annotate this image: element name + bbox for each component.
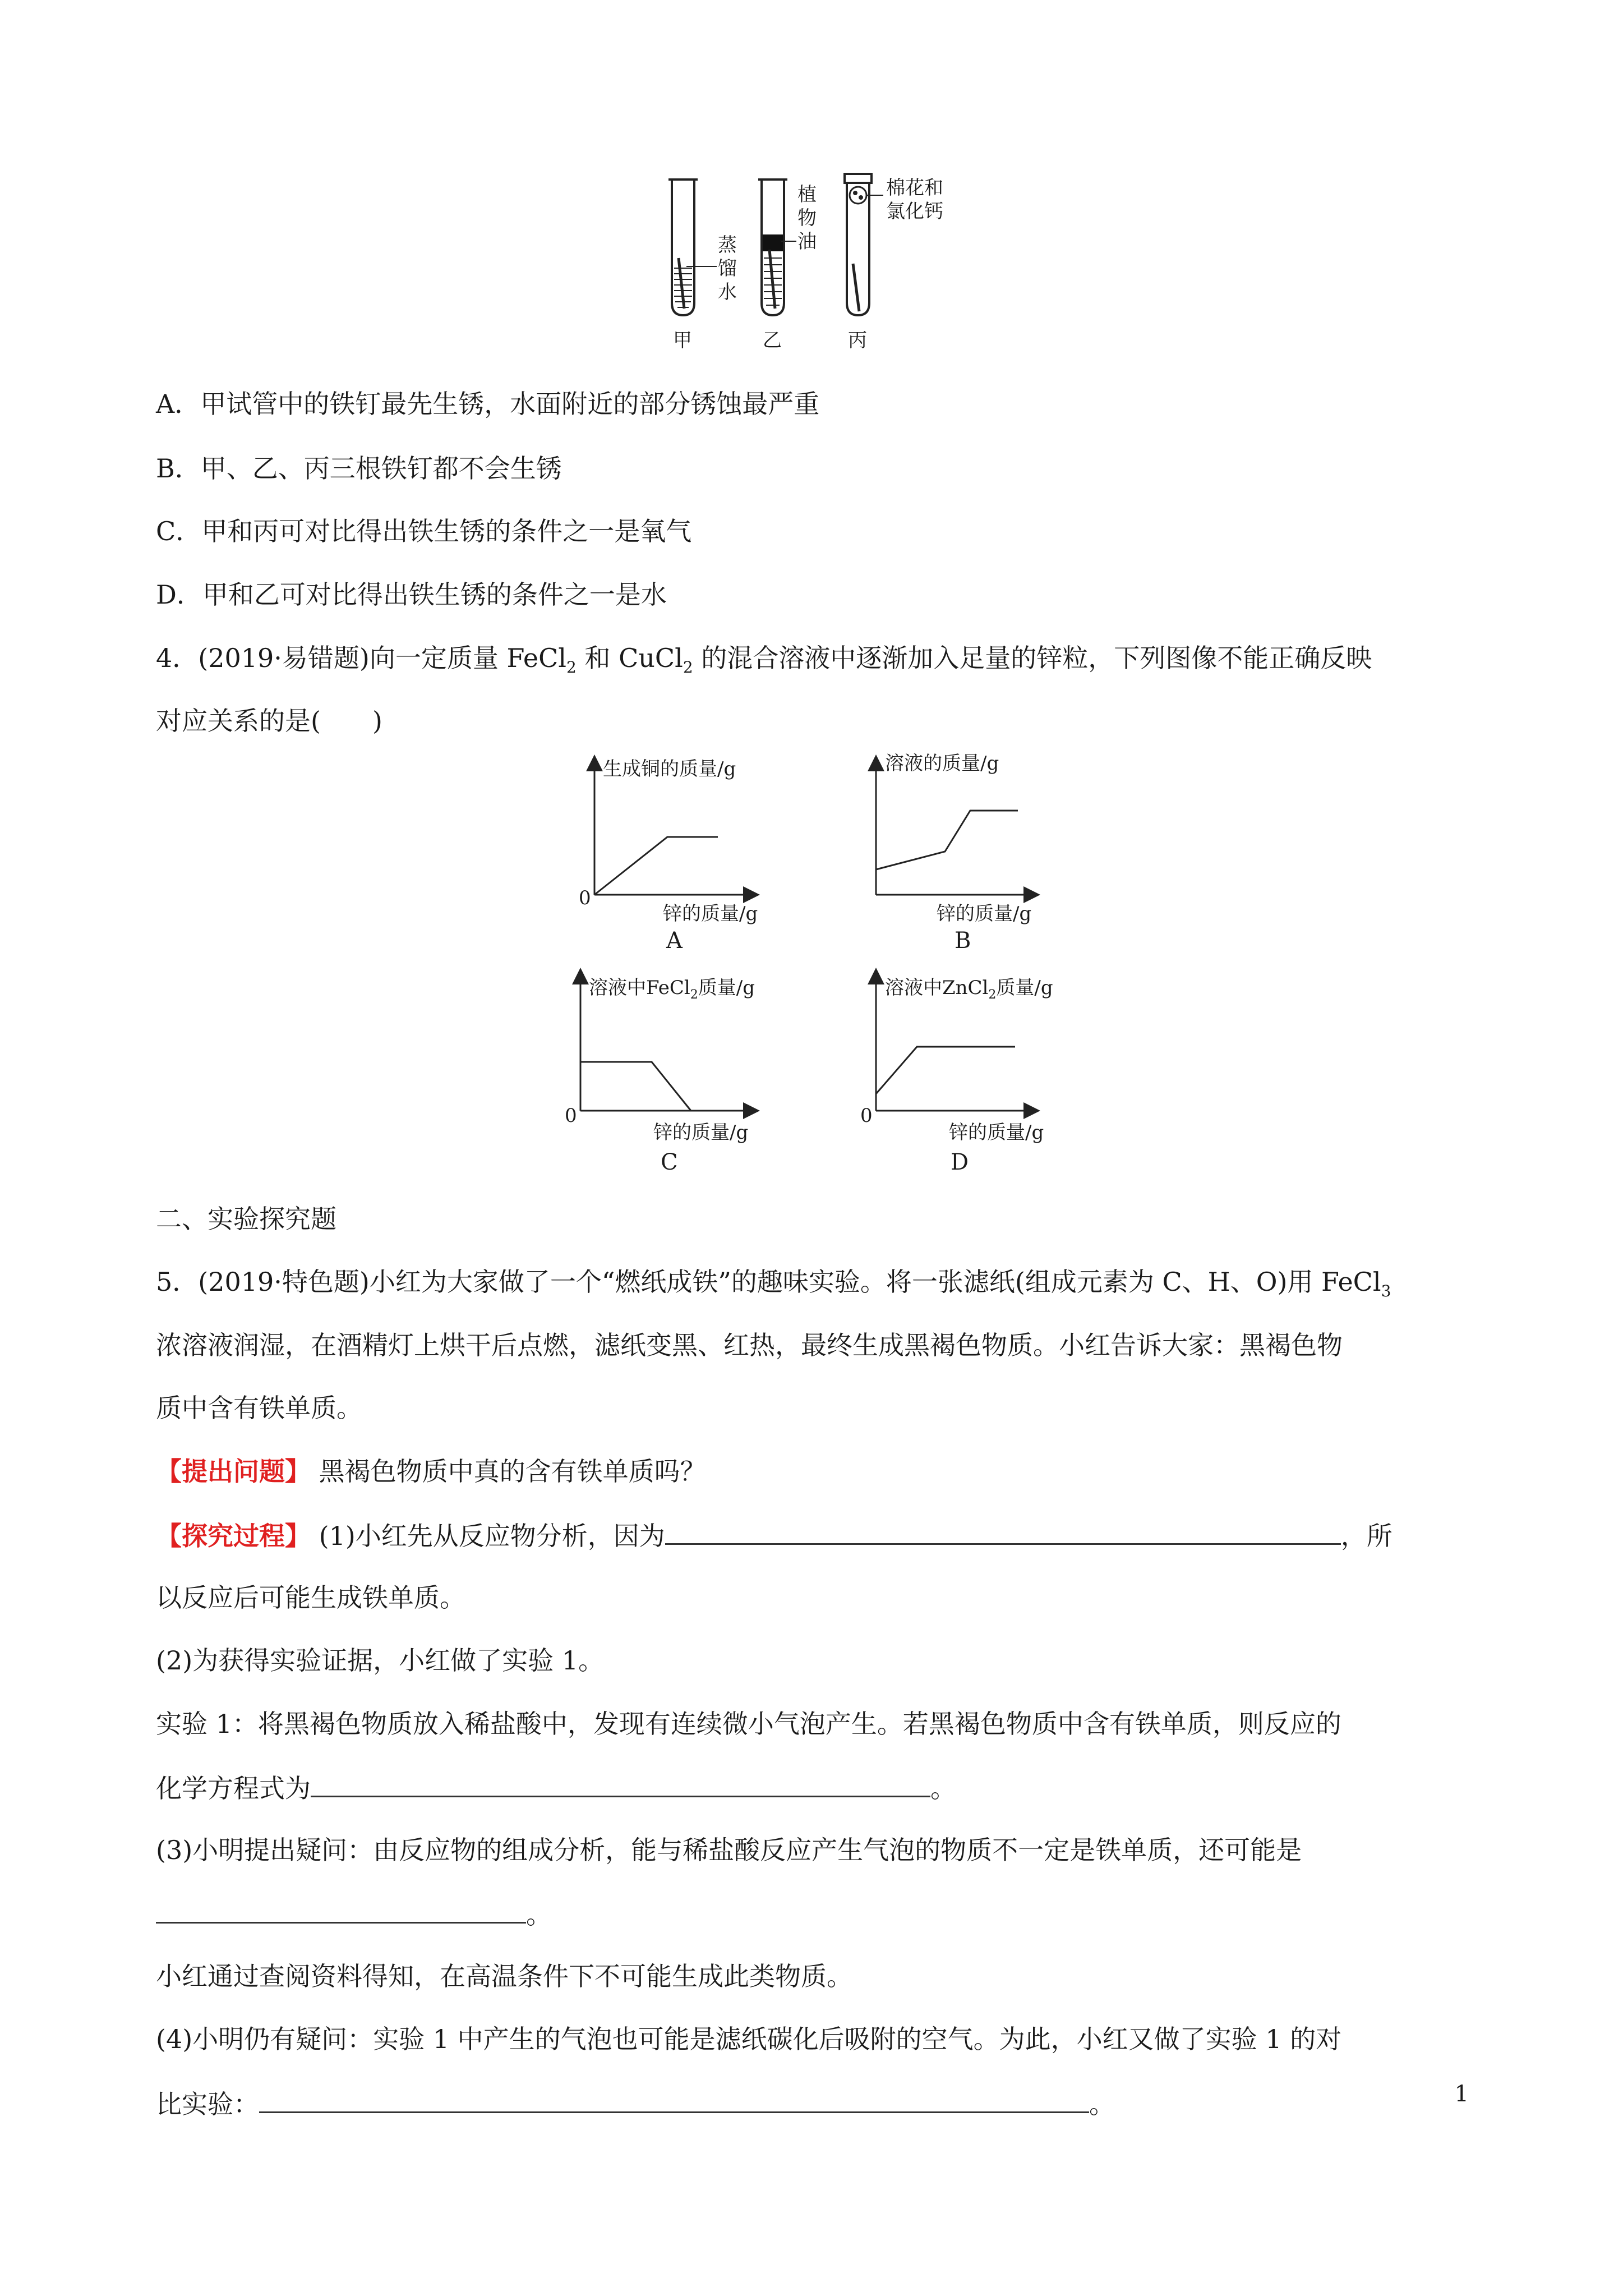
graph-c	[565, 976, 755, 1175]
graph-b-curve	[876, 811, 1018, 869]
water-label-2: 馏	[718, 257, 737, 280]
graph-a-letter: A	[666, 928, 683, 954]
question-4-line-1: 4．(2019·易错题)向一定质量 FeCl$_2$ 和 CuCl$_2$ 的混合溶液中逐渐加入足量的锌粒，下列图像不能正确反映	[156, 643, 1372, 677]
process-step-3-line-3: 小红通过查阅资料得知，在高温条件下不可能生成此类物质。	[156, 1961, 852, 1991]
oil-label-3: 油	[797, 231, 817, 253]
graph-c-origin: 0	[565, 1105, 577, 1127]
tube-label-yi: 乙	[763, 329, 782, 352]
test-tube-figure	[628, 168, 987, 353]
graph-d-origin: 0	[860, 1105, 873, 1127]
graphs-figure	[533, 752, 1094, 1195]
graph-c-letter: C	[661, 1149, 678, 1175]
cotton-label-2: 氯化钙	[886, 200, 943, 223]
question-5-line-2: 浓溶液润湿，在酒精灯上烘干后点燃，滤纸变黑、红热，最终生成黑褐色物质。小红告诉大家：黑褐色物	[156, 1330, 1343, 1360]
answer-blank-1[interactable]	[665, 1517, 1341, 1545]
graph-d-letter: D	[951, 1149, 969, 1175]
tag-ask-question: 【提出问题】	[156, 1456, 311, 1487]
section-heading: 二、实验探究题	[156, 1204, 336, 1234]
graph-a-origin: 0	[579, 887, 591, 909]
tube-bing	[845, 174, 883, 315]
ask-question-line: 【提出问题】 黑褐色物质中真的含有铁单质吗？	[156, 1456, 706, 1487]
answer-blank-2[interactable]	[311, 1770, 930, 1797]
graph-a	[579, 758, 758, 954]
graph-b-letter: B	[955, 928, 971, 954]
process-step-3-line-1: (3)小明提出疑问：由反应物的组成分析，能与稀盐酸反应产生气泡的物质不一定是铁单质，还可能是	[156, 1835, 1302, 1865]
option-c: C．甲和丙可对比得出铁生锈的条件之一是氧气	[156, 516, 692, 546]
question-5-line-3: 质中含有铁单质。	[156, 1393, 362, 1423]
graph-c-ylabel: 溶液中FeCl$_2$质量/g	[589, 977, 755, 1002]
process-step-3-line-2: 。	[156, 1896, 552, 1931]
graph-c-curve	[580, 1062, 691, 1111]
process-line-2: 以反应后可能生成铁单质。	[156, 1582, 465, 1613]
process-step-4-line-2: 比实验： 。	[156, 2086, 1115, 2121]
option-b: B．甲、乙、丙三根铁钉都不会生锈	[156, 453, 562, 484]
option-a: A．甲试管中的铁钉最先生锈，水面附近的部分锈蚀最严重	[156, 389, 820, 419]
process-step-4-line-1: (4)小明仍有疑问：实验 1 中产生的气泡也可能是滤纸碳化后吸附的空气。为此，小红又做了实验 1 的对	[156, 2024, 1342, 2054]
cotton-label-1: 棉花和	[886, 177, 943, 199]
tube-yi	[758, 180, 796, 315]
graph-b	[876, 752, 1032, 954]
graph-a-ylabel: 生成铜的质量/g	[603, 758, 736, 780]
graph-b-ylabel: 溶液的质量/g	[885, 752, 999, 775]
answer-blank-3[interactable]	[156, 1896, 526, 1924]
process-line-1: 【探究过程】 (1)小红先从反应物分析，因为 ，所	[156, 1517, 1393, 1553]
question-5-line-1: 5．(2019·特色题)小红为大家做了一个“燃纸成铁”的趣味实验。将一张滤纸(组成元素为 C、H、O)用 FeCl$_3$	[156, 1267, 1391, 1301]
process-step-2: (2)为获得实验证据，小红做了实验 1。	[156, 1645, 605, 1676]
water-label-1: 蒸	[718, 234, 737, 256]
graph-b-xlabel: 锌的质量/g	[937, 903, 1032, 925]
tag-process: 【探究过程】	[156, 1521, 311, 1551]
tube-label-jia: 甲	[673, 329, 692, 352]
graph-d	[860, 976, 1053, 1175]
option-d: D．甲和乙可对比得出铁生锈的条件之一是水	[156, 579, 667, 610]
answer-blank-4[interactable]	[259, 2086, 1089, 2113]
experiment-1-line-2: 化学方程式为 。	[156, 1770, 956, 1805]
oil-label-2: 物	[797, 207, 817, 229]
graph-a-xlabel: 锌的质量/g	[663, 903, 758, 925]
graph-c-xlabel: 锌的质量/g	[653, 1121, 749, 1144]
page-number: 1	[1454, 2081, 1469, 2107]
graph-d-xlabel: 锌的质量/g	[949, 1121, 1044, 1144]
experiment-1-line-1: 实验 1：将黑褐色物质放入稀盐酸中，发现有连续微小气泡产生。若黑褐色物质中含有铁单质，则反应的	[156, 1709, 1341, 1739]
question-4-line-2: 对应关系的是( )	[156, 706, 382, 736]
tube-label-bing: 丙	[848, 329, 867, 352]
graph-d-curve	[876, 1047, 1015, 1094]
graph-d-ylabel: 溶液中ZnCl$_2$质量/g	[885, 977, 1053, 1002]
graph-a-curve	[594, 837, 718, 895]
tube-jia	[668, 180, 717, 315]
oil-label-1: 植	[797, 183, 817, 206]
water-label-3: 水	[718, 281, 737, 303]
